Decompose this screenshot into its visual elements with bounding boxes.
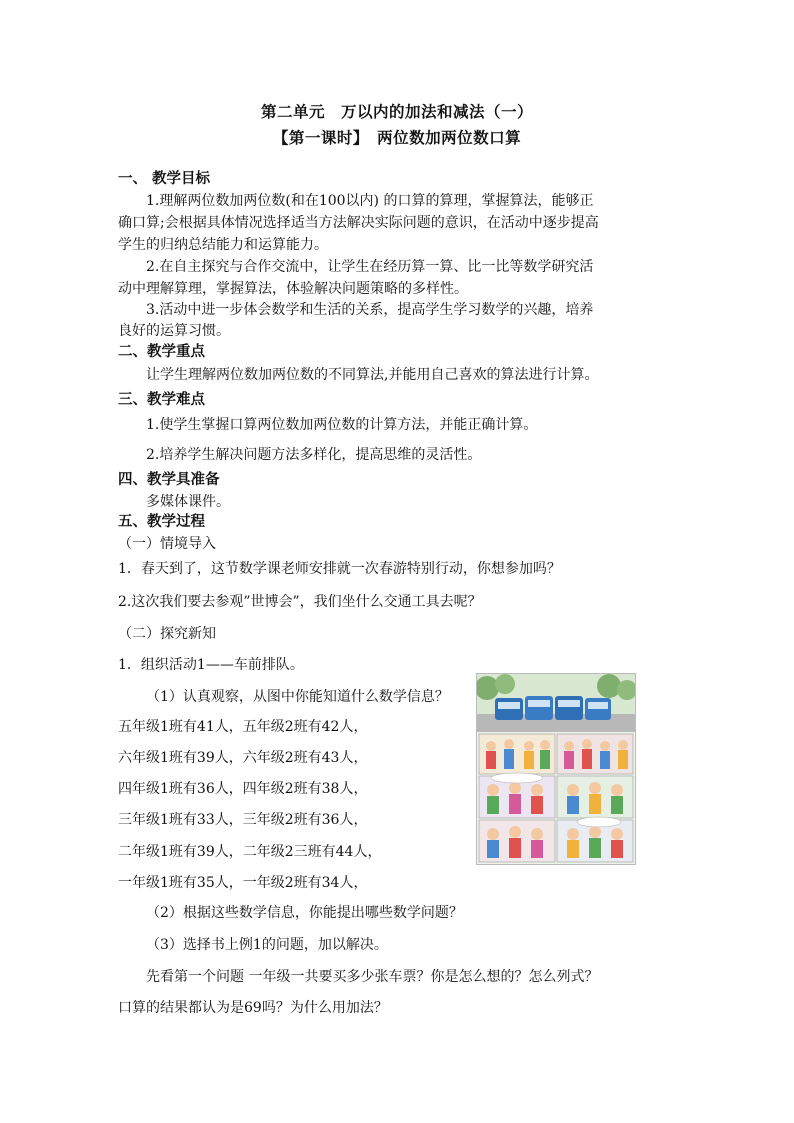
bus-queue-illustration <box>476 673 636 865</box>
section-heading-difficulty: 三、教学难点 <box>118 392 205 408</box>
goal-2-line-b: 动中理解算理，掌握算法，体验解决问题策略的多样性。 <box>118 281 468 297</box>
illustration-graphic <box>477 674 635 864</box>
step-2: （2）根据这些数学信息，你能提出哪些数学问题？ <box>146 905 463 921</box>
class-line: 六年级1班有39人，六年级2班有43人， <box>118 750 368 766</box>
subsection-explore: （二）探究新知 <box>118 626 216 642</box>
difficulty-1: 1.使学生掌握口算两位数加两位数的计算方法，并能正确计算。 <box>146 417 538 433</box>
question-2: 2.这次我们要去参观”世博会”，我们坐什么交通工具去呢？ <box>118 594 482 610</box>
focus-text: 让学生理解两位数加两位数的不同算法,并能用自己喜欢的算法进行计算。 <box>146 367 599 383</box>
section-heading-goals: 一、 教学目标 <box>118 171 211 187</box>
class-line: 四年级1班有36人，四年级2班有38人， <box>118 781 368 797</box>
materials-text: 多媒体课件。 <box>146 494 230 510</box>
lesson-title: 【第一课时】 两位数加两位数口算 <box>272 129 522 147</box>
unit-title: 第二单元 万以内的加法和减法（一） <box>260 103 533 121</box>
question-1: 1．春天到了，这节数学课老师安排就一次春游特别行动，你想参加吗？ <box>118 561 561 577</box>
goal-1-line-c: 学生的归纳总结能力和运算能力。 <box>118 237 328 253</box>
section-heading-materials: 四、教学具准备 <box>118 472 220 488</box>
goal-1-line-b: 确口算;会根据具体情况选择适当方法解决实际问题的意识，在活动中逐步提高 <box>118 215 599 231</box>
class-line: 五年级1班有41人，五年级2班有42人， <box>118 719 368 735</box>
section-heading-process: 五、教学过程 <box>118 514 205 530</box>
class-line: 三年级1班有33人，三年级2班有36人， <box>118 812 368 828</box>
step-1: （1）认真观察，从图中你能知道什么数学信息？ <box>146 689 449 705</box>
final-paragraph-a: 先看第一个问题 一年级一共要买多少张车票？你是怎么想的？怎么列式？ <box>146 969 599 985</box>
goal-1-line-a: 1.理解两位数加两位数(和在100以内) 的口算的算理，掌握算法，能够正 <box>146 193 594 209</box>
activity-1: 1．组织活动1——车前排队。 <box>118 657 304 673</box>
goal-2-line-a: 2.在自主探究与合作交流中，让学生在经历算一算、比一比等数学研究活 <box>146 259 594 275</box>
goal-3-line-b: 良好的运算习惯。 <box>118 323 230 339</box>
section-heading-focus: 二、教学重点 <box>118 344 205 360</box>
difficulty-2: 2.培养学生解决问题方法多样化，提高思维的灵活性。 <box>146 447 482 463</box>
goal-3-line-a: 3.活动中进一步体会数学和生活的关系，提高学生学习数学的兴趣，培养 <box>146 302 594 318</box>
class-line: 一年级1班有35人，一年级2班有34人， <box>118 875 368 891</box>
subsection-intro: （一）情境导入 <box>118 536 216 552</box>
class-line: 二年级1班有39人，二年级2三班有44人， <box>118 844 382 860</box>
final-paragraph-b: 口算的结果都认为是69吗？为什么用加法？ <box>118 1000 388 1016</box>
step-3: （3）选择书上例1的问题，加以解决。 <box>146 937 388 953</box>
